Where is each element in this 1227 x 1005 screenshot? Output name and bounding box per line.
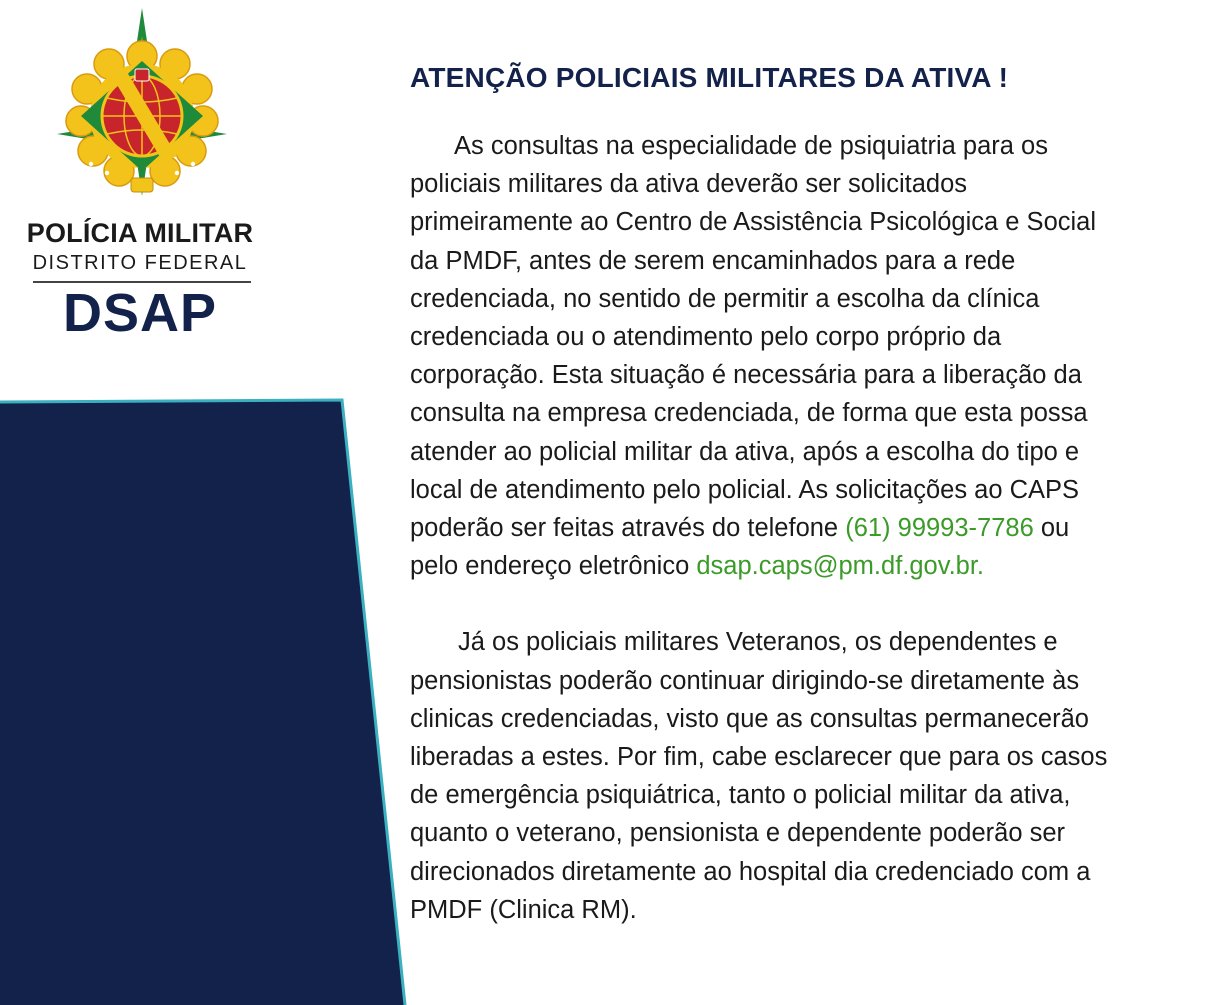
notice-title: ATENÇÃO POLICIAIS MILITARES DA ATIVA ! [410, 62, 1009, 93]
phone-suffix-text: ou [1033, 514, 1070, 543]
phone-link[interactable]: (61) 99993-7786 [845, 514, 1034, 543]
notice-paragraph-1 [410, 127, 1222, 585]
email-prefix-text: pelo endereço eletrônico [410, 552, 697, 581]
paragraph-line [410, 547, 1222, 585]
email-link[interactable]: dsap.caps@pm.df.gov.br. [696, 552, 985, 581]
paragraph-line: corporação. Esta situação é necessária para a liberação da [410, 361, 1082, 390]
phone-prefix-text: poderão ser feitas através do telefone [410, 514, 846, 543]
paragraph-line: direcionados diretamente ao hospital dia credenciado com a [410, 857, 1091, 886]
paragraph-line: As consultas na especialidade de psiquiatria para os [454, 132, 1048, 160]
paragraph-line: policiais militares da ativa deverão ser solicitados [410, 170, 968, 199]
notice-paragraph-2 [410, 623, 1222, 929]
paragraph-line: local de atendimento pelo policial. As solicitações ao CAPS [410, 475, 1080, 504]
paragraph-line: primeiramente ao Centro de Assistência Psicológica e Social [410, 208, 1097, 237]
paragraph-line: clinicas credenciadas, visto que as consultas permanecerão [410, 704, 1089, 733]
pmdf-emblem-logo [55, 6, 230, 206]
paragraph-line: da PMDF, antes de serem encaminhados para a rede [410, 246, 1016, 275]
paragraph-line: quanto o veterano, pensionista e dependente poderão ser [410, 819, 1066, 848]
brand-org-name: POLÍCIA MILITAR [26, 218, 254, 248]
paragraph-line: de emergência psiquiátrica, tanto o policial militar da ativa, [410, 781, 1071, 810]
paragraph-line: atender ao policial militar da ativa, após a escolha do tipo e [410, 437, 1080, 466]
notice-content [410, 56, 1222, 929]
paragraph-line: consulta na empresa credenciada, de forma que esta possa [410, 399, 1088, 428]
paragraph-line [410, 509, 1222, 547]
brand-region: DISTRITO FEDERAL [32, 252, 248, 274]
paragraph-line: credenciada, no sentido de permitir a escolha da clínica [410, 284, 1040, 313]
paragraph-line: pensionistas poderão continuar dirigindo-se diretamente às [410, 666, 1080, 695]
paragraph-line: liberadas a estes. Por fim, cabe esclarecer que para os casos [410, 743, 1108, 772]
paragraph-line: Já os policiais militares Veteranos, os dependentes e [458, 628, 1058, 657]
brand-unit: DSAP [62, 283, 218, 343]
paragraph-line: credenciada ou o atendimento pelo corpo próprio da [410, 323, 1002, 352]
paragraph-line: PMDF (Clinica RM). [410, 895, 637, 924]
